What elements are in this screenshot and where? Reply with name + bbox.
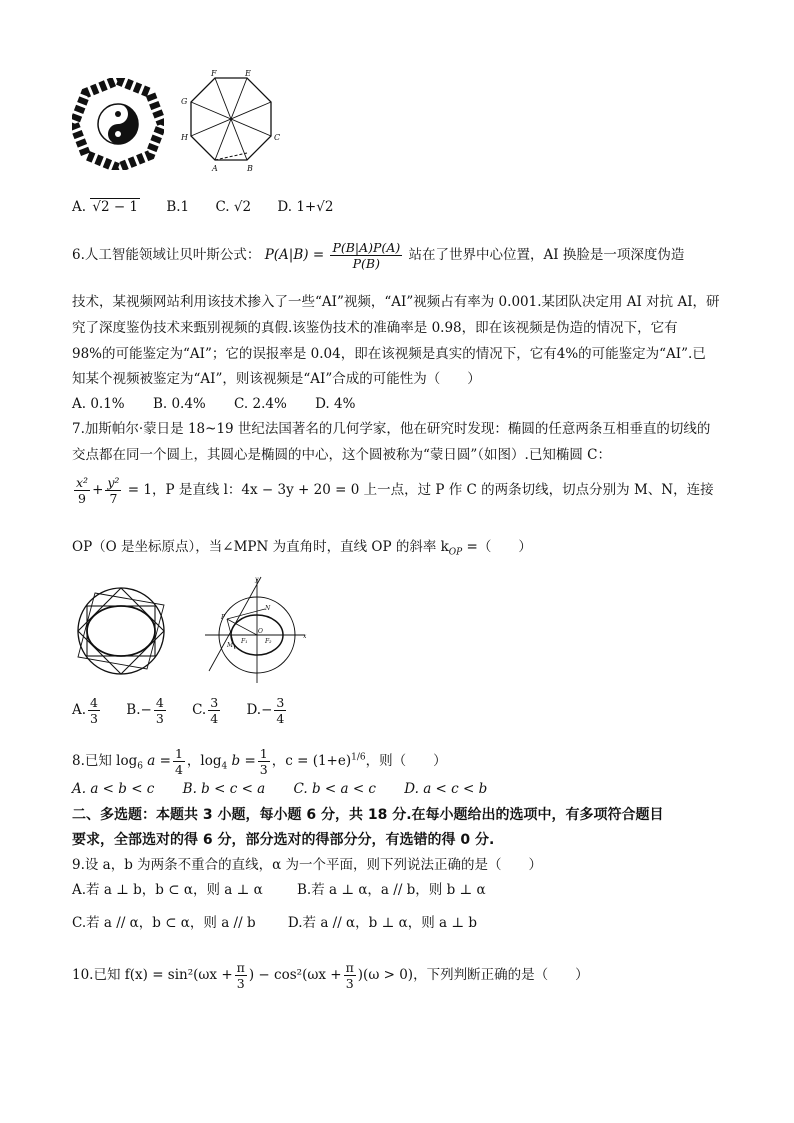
q5-option-a-value: √2 − 1 xyxy=(92,199,139,215)
q10-prefix: 10.已知 f(x) = sin²(ωx + xyxy=(72,967,233,983)
label-N: N xyxy=(265,605,271,612)
q7-option-d-label: D. xyxy=(246,702,262,718)
q6-option-d: D. 4% xyxy=(315,396,356,412)
q6-line5: 知某个视频被鉴定为“AI”，则该视频是“AI”合成的可能性为（ ） xyxy=(72,371,481,387)
x-fraction xyxy=(74,475,90,506)
section2-heading-line1: 二、多选题：本题共 3 小题，每小题 6 分，共 18 分.在每小题给出的选项中，有多项符合题目 xyxy=(72,807,664,823)
q7-option-d-sign: − xyxy=(261,702,273,718)
q7-line4 xyxy=(72,538,532,562)
label-H: H xyxy=(181,133,188,142)
q7-option-a-den: 3 xyxy=(90,711,98,726)
label-F: F xyxy=(211,70,217,78)
b-eq: b = xyxy=(227,753,256,769)
a-fraction-num: 1 xyxy=(174,746,183,761)
q7-line2: 交点都在同一个圆上，其圆心是椭圆的中心，这个圆被称为“蒙日圆”（如图）.已知椭圆 C： xyxy=(72,447,611,463)
q7-line4-text: OP（O 是坐标原点），当∠MPN 为直角时，直线 OP 的斜率 k xyxy=(72,539,449,555)
pi-den-1: 3 xyxy=(236,976,245,991)
q7-option-c-den: 4 xyxy=(210,711,219,726)
label-F1: F₁ xyxy=(241,638,248,645)
k-subscript: OP xyxy=(448,547,463,558)
label-F2: F₂ xyxy=(265,638,272,645)
monge-circle-figure xyxy=(72,585,170,677)
q6-line3: 究了深度鉴伪技术来甄别视频的真假.该鉴伪技术的准确率是 0.98，即在该视频是伪造的情况下，它有 xyxy=(72,320,678,336)
q7-option-d-den: 4 xyxy=(276,711,285,726)
q9-option-d: D.若 a // α，b ⊥ α，则 a ⊥ b xyxy=(287,915,477,931)
bayes-denominator: P(B) xyxy=(352,256,380,271)
q7-option-c-frac xyxy=(208,695,220,726)
c-exponent: 1/6 xyxy=(351,752,366,763)
y-fraction xyxy=(105,475,121,506)
q5-options xyxy=(72,198,333,216)
q6-option-b: B. 0.4% xyxy=(152,396,206,412)
a-fraction-den: 4 xyxy=(174,762,183,777)
label-y: y xyxy=(255,576,259,583)
q6-prefix: 6.人工智能领域让贝叶斯公式： xyxy=(72,247,261,263)
b-fraction xyxy=(258,746,270,777)
q8-option-b: B. b < c < a xyxy=(182,781,266,797)
q7-option-b-sign: − xyxy=(140,702,152,718)
q9-option-a: A.若 a ⊥ b，b ⊂ α，则 a ⊥ α xyxy=(72,882,263,898)
octagon-figure xyxy=(175,70,285,178)
a-fraction xyxy=(173,746,185,777)
q9-options-row2 xyxy=(72,914,477,932)
q5-option-a-label: A. xyxy=(72,199,87,215)
q9-stem: 9.设 a，b 为两条不重合的直线，α 为一个平面，则下列说法正确的是（ ） xyxy=(72,857,543,873)
section2-heading-line2: 要求，全部选对的得 6 分，部分选对的得部分分，有选错的得 0 分. xyxy=(72,832,495,848)
q7-option-a xyxy=(72,695,106,726)
q5-option-b: B.1 xyxy=(166,199,190,215)
pi-num-2: π xyxy=(345,960,354,975)
q9-option-c: C.若 a // α，b ⊂ α，则 a // b xyxy=(72,915,256,931)
label-A: A xyxy=(212,164,218,173)
label-P: P xyxy=(221,614,226,621)
q7-line1: 7.加斯帕尔·蒙日是 18~19 世纪法国著名的几何学家，他在研究时发现：椭圆的任意两条互相垂直的切线的 xyxy=(72,421,711,437)
q7-option-a-frac xyxy=(88,695,100,726)
q8-option-a: A. a < b < c xyxy=(72,781,155,797)
q8-end: ，则（ ） xyxy=(365,753,447,769)
q8-stem xyxy=(72,746,447,777)
b-fraction-den: 3 xyxy=(259,762,268,777)
q7-line4-end: =（ ） xyxy=(462,539,532,555)
b-fraction-num: 1 xyxy=(259,746,268,761)
q7-option-b-num: 4 xyxy=(155,695,164,710)
pi-over-3-first xyxy=(235,960,247,991)
x-fraction-den: 9 xyxy=(78,491,86,506)
label-G: G xyxy=(181,97,188,106)
plus-sign: + xyxy=(92,482,104,498)
log-base-4: 4 xyxy=(221,761,228,772)
q7-option-a-num: 4 xyxy=(90,695,98,710)
pi-over-3-second xyxy=(344,960,356,991)
q6-stem-line1 xyxy=(72,240,684,271)
q9-option-b: B.若 a ⊥ α，a // b，则 b ⊥ α xyxy=(296,882,486,898)
q6-option-a: A. 0.1% xyxy=(72,396,125,412)
label-B: B xyxy=(247,164,253,173)
q8-options xyxy=(72,780,511,798)
pi-num-1: π xyxy=(236,960,245,975)
y-fraction-den: 7 xyxy=(109,491,118,506)
q6-options xyxy=(72,395,379,413)
q6-line2: 技术，某视频网站利用该技术掺入了一些“AI”视频，“AI”视频占有率为 0.001.某团队决定用 AI 对抗 AI，研 xyxy=(72,294,720,310)
label-M: M xyxy=(227,642,234,649)
q7-option-b-frac xyxy=(154,695,166,726)
bayes-lhs: P(A|B) = xyxy=(264,247,325,263)
a-eq: a = xyxy=(143,753,171,769)
q7-option-c-label: C. xyxy=(192,702,207,718)
pi-den-2: 3 xyxy=(345,976,354,991)
q8-prefix: 8.已知 log xyxy=(72,753,138,769)
q6-suffix: 站在了世界中心位置，AI 换脸是一项深度伪造 xyxy=(408,247,685,263)
bayes-numerator: P(B|A)P(A) xyxy=(332,240,401,255)
q7-option-b-label: B. xyxy=(126,702,141,718)
q8-option-d: D. a < c < b xyxy=(404,781,488,797)
bagua-figure xyxy=(72,78,164,170)
q8-option-c: C. b < a < c xyxy=(293,781,376,797)
q7-option-d-frac xyxy=(274,695,286,726)
q5-option-d-label: D. xyxy=(277,199,293,215)
q7-options xyxy=(72,695,288,726)
q7-equation-line xyxy=(72,475,714,506)
q7-option-b xyxy=(126,695,172,726)
monge-coordinate-figure xyxy=(205,575,315,685)
bayes-fraction xyxy=(330,240,402,271)
q7-option-d-num: 3 xyxy=(276,695,285,710)
q6-line4: 98%的可能鉴定为“AI”；它的误报率是 0.04，即在该视频是真实的情况下，它有4%的可能鉴定为“AI”.已 xyxy=(72,346,706,362)
label-O: O xyxy=(258,628,263,635)
q7-option-b-den: 3 xyxy=(155,711,164,726)
c-definition: ，c = (1+e) xyxy=(271,753,352,769)
q10-stem xyxy=(72,960,589,991)
q5-option-d-value: 1+√2 xyxy=(296,199,334,215)
label-C: C xyxy=(274,133,281,142)
q9-options-row1 xyxy=(72,881,486,899)
q7-option-c-num: 3 xyxy=(210,695,219,710)
label-x: x xyxy=(303,633,307,640)
q7-option-d xyxy=(246,695,288,726)
q10-mid: ) − cos²(ωx + xyxy=(248,967,342,983)
label-E: E xyxy=(245,70,251,78)
q6-option-c: C. 2.4% xyxy=(234,396,287,412)
log-base-6: 6 xyxy=(137,761,143,772)
y-fraction-num: y² xyxy=(107,475,120,490)
q7-option-c xyxy=(192,695,226,726)
q7-equation-rest: = 1，P 是直线 l：4x − 3y + 20 = 0 上一点，过 P 作 C 的两条切线，切点分别为 M、N，连接 xyxy=(127,482,714,498)
q5-option-c-label: C. xyxy=(215,199,230,215)
q8-mid: ，log xyxy=(186,753,222,769)
q5-option-c-value: √2 xyxy=(233,199,252,215)
x-fraction-num: x² xyxy=(76,475,89,490)
q7-option-a-label: A. xyxy=(72,702,87,718)
q10-end: )(ω > 0)，下列判断正确的是（ ） xyxy=(357,967,589,983)
